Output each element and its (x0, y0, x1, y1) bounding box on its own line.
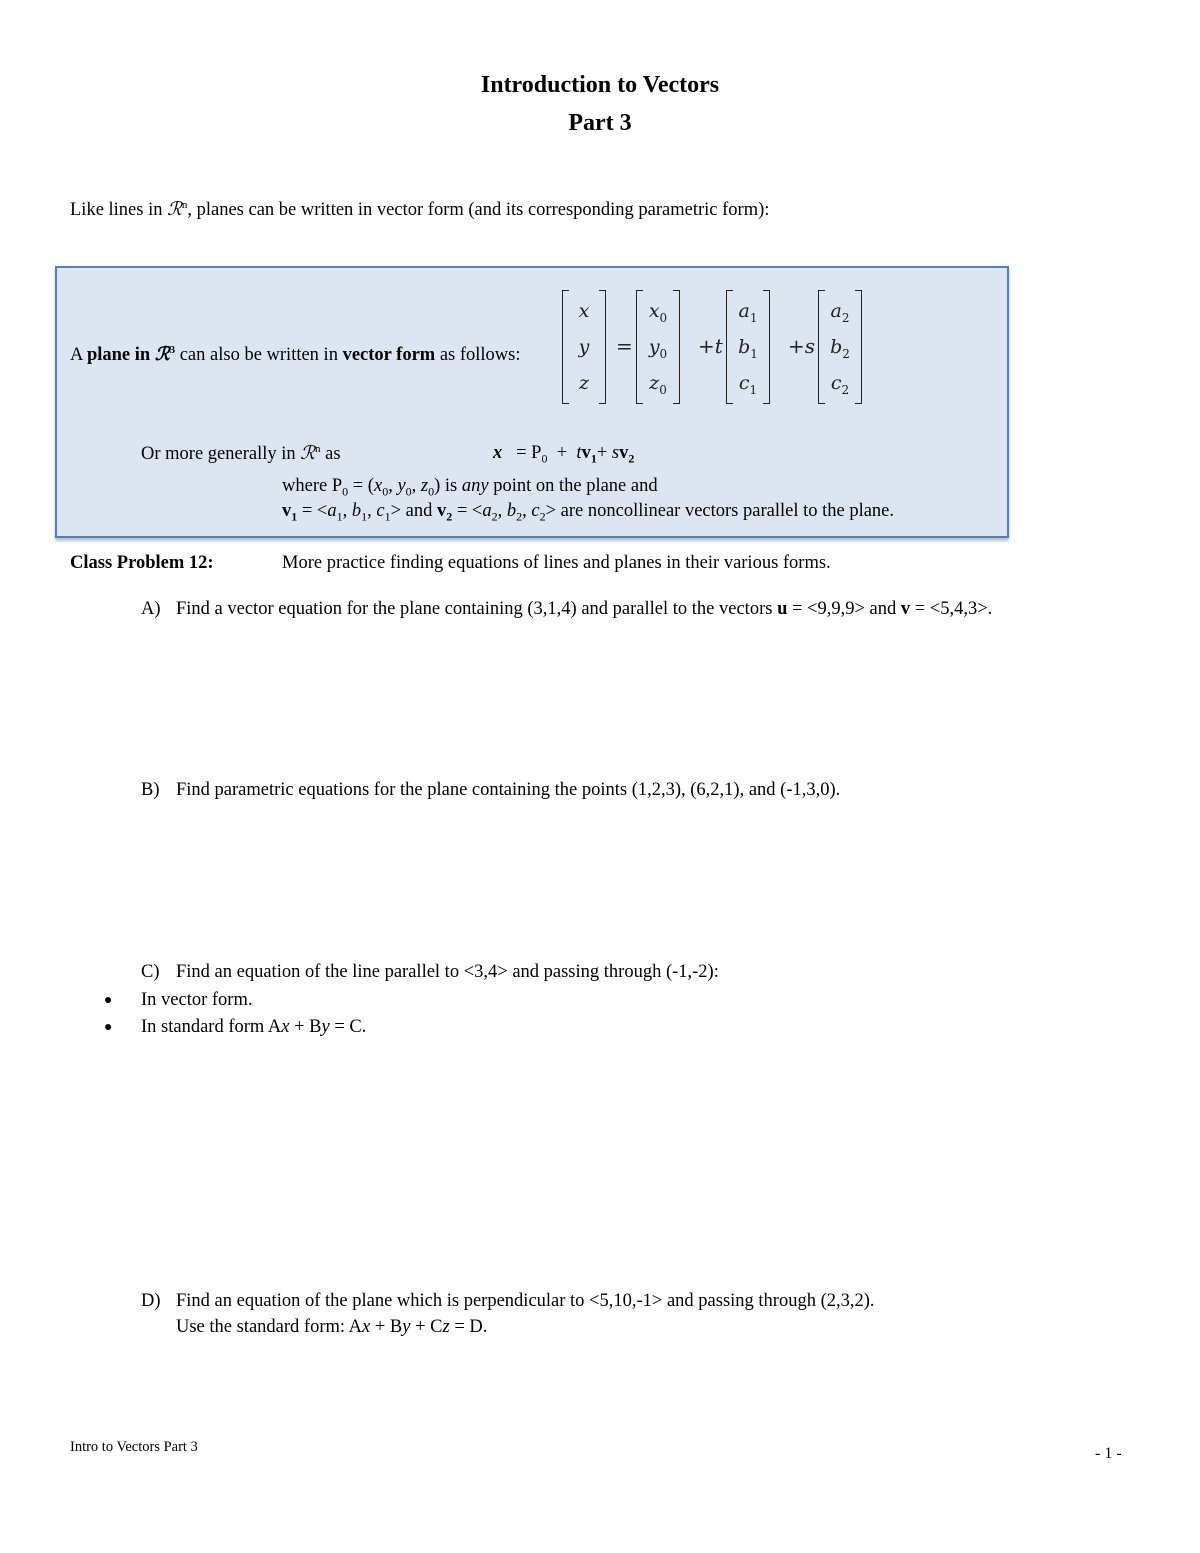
equals-sign: = (616, 334, 633, 358)
plane-definition-text: A plane in ℛ$^3$ can also be written in vector form as follows: (70, 344, 521, 366)
vector-form-matrix-equation (560, 288, 890, 406)
bullet-icon: ● (104, 1020, 113, 1035)
plus-t-operator: +t (698, 334, 723, 358)
general-form-lead: Or more generally in ℛ$^n$ as (141, 443, 341, 465)
plus-s-operator: +s (788, 334, 816, 358)
general-form-equation: x = $P_0 + tv_1+ sv_2$ (493, 443, 635, 466)
problem-d-standard-form: Use the standard form: Ax + By + Cz = D. (176, 1317, 488, 1337)
problem-c-letter: C) (141, 962, 160, 982)
problem-b-letter: B) (141, 780, 160, 800)
class-problem-description: More practice finding equations of lines and planes in their various forms. (282, 553, 831, 573)
problem-b-text: Find parametric equations for the plane containing the points (1,2,3), (6,2,1), and (-1,3,0). (176, 780, 841, 800)
page-number: - 1 - (1095, 1445, 1122, 1462)
page-title: Introduction to Vectors (480, 72, 720, 98)
problem-c-bullet-2: In standard form Ax + By = C. (141, 1017, 367, 1037)
page-subtitle: Part 3 (568, 110, 632, 136)
class-problem-label: Class Problem 12: (70, 553, 214, 573)
bullet-icon: ● (104, 993, 113, 1008)
footer-document-title: Intro to Vectors Part 3 (70, 1439, 198, 1455)
matrix-v1: $a_1$ $b_1$ $c_1$ (726, 288, 770, 404)
matrix-xyz: x y z (562, 288, 606, 404)
problem-a-letter: A) (141, 599, 161, 619)
problem-a-text: Find a vector equation for the plane containing (3,1,4) and parallel to the vectors u = <9,9,9> and v = <5,4,3>. (176, 599, 993, 619)
problem-c-text: Find an equation of the line parallel to <3,4> and passing through (-1,-2): (176, 962, 719, 982)
intro-paragraph: Like lines in ℛ$^n$, planes can be written in vector form (and its corresponding parametric form): (70, 199, 770, 221)
problem-d-letter: D) (141, 1291, 161, 1311)
where-point-line: where $P_0 = (x_0$, $y_0$, $z_0$) is any point on the plane and (282, 476, 658, 499)
matrix-point: $x_0$ $y_0$ $z_0$ (636, 288, 680, 404)
problem-d-text: Find an equation of the plane which is perpendicular to <5,10,-1> and passing through (2,3,2). (176, 1291, 875, 1311)
vectors-definition-line: $v_1 = <a_1$, $b_1$, $c_1>$ and $v_2 = <a_2$, $b_2$, $c_2>$ are noncollinear vectors parallel to the plane. (282, 501, 895, 524)
matrix-v2: $a_2$ $b_2$ $c_2$ (818, 288, 862, 404)
problem-c-bullet-1: In vector form. (141, 990, 253, 1010)
